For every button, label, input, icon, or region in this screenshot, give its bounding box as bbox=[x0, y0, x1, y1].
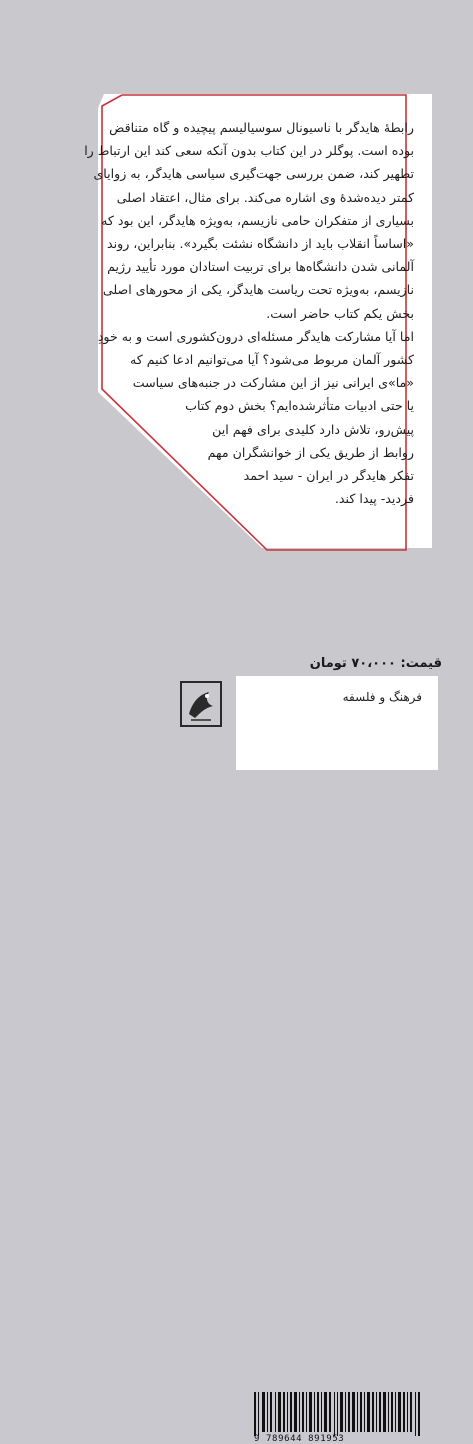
blurb-line: تفکر هایدگر در ایران - سید احمد bbox=[243, 468, 414, 484]
blurb-line: تطهیر کند، ضمن بررسی جهت‌گیری سیاسی هایدگر، به زوایای bbox=[93, 166, 414, 182]
publisher-logo-icon bbox=[179, 680, 223, 728]
isbn-number: 9 789644 891953 bbox=[254, 1434, 345, 1444]
blurb-line: بوده است. پوگلر در این کتاب بدون آنکه سعی کند این ارتباط را bbox=[84, 143, 414, 159]
publisher-logo bbox=[176, 678, 226, 730]
blurb-line: نازیسم، به‌ویژه تحت ریاست هایدگر، یکی از محورهای اصلی bbox=[102, 282, 414, 298]
blurb-line: «اساساً انقلاب باید از دانشگاه نشئت بگیرد». بنابراین، روند bbox=[107, 236, 414, 252]
price-label: قیمت: ۷۰،۰۰۰ تومان bbox=[309, 656, 442, 671]
blurb-line: فردید- پیدا کند. bbox=[334, 491, 414, 507]
blurb-line: بسیاری از متفکران حامی نازیسم، به‌ویژه هایدگر، این بود که bbox=[101, 212, 414, 228]
blurb-text bbox=[84, 116, 414, 510]
blurb-line: رابطهٔ هایدگر با ناسیونال سوسیالیسم پیچیده و گاه متناقض bbox=[109, 120, 414, 135]
blurb-line: یا حتی ادبیات متأثرشده‌ایم؟ بخش دوم کتاب bbox=[185, 398, 414, 414]
blurb-line: کشور آلمان مربوط می‌شود؟ آیا می‌توانیم ادعا کنیم که bbox=[130, 352, 414, 368]
blurb-line: کمتر دیده‌شدهٔ وی اشاره می‌کند. برای مثال، اعتقاد اصلی bbox=[116, 189, 414, 205]
series-label: فرهنگ و فلسفه bbox=[342, 690, 422, 704]
barcode-icon bbox=[254, 1392, 424, 1436]
blurb-line: «ما»ی ایرانی نیز از این مشارکت در جنبه‌های سیاست bbox=[132, 375, 414, 391]
blurb-line: آلمانی شدن دانشگاه‌ها برای تربیت استادان مورد تأیید رژیم bbox=[107, 259, 414, 275]
blurb-line: پیش‌رو، تلاش دارد کلیدی برای فهم این bbox=[212, 421, 414, 437]
blurb-line: اما آیا مشارکت هایدگر مسئله‌ای درون‌کشوری است و به خودِ bbox=[97, 328, 414, 344]
blurb-line: روابط از طریق یکی از خوانشگران مهم bbox=[207, 444, 414, 460]
blurb-line: بخش یکم کتاب حاضر است. bbox=[266, 305, 414, 321]
